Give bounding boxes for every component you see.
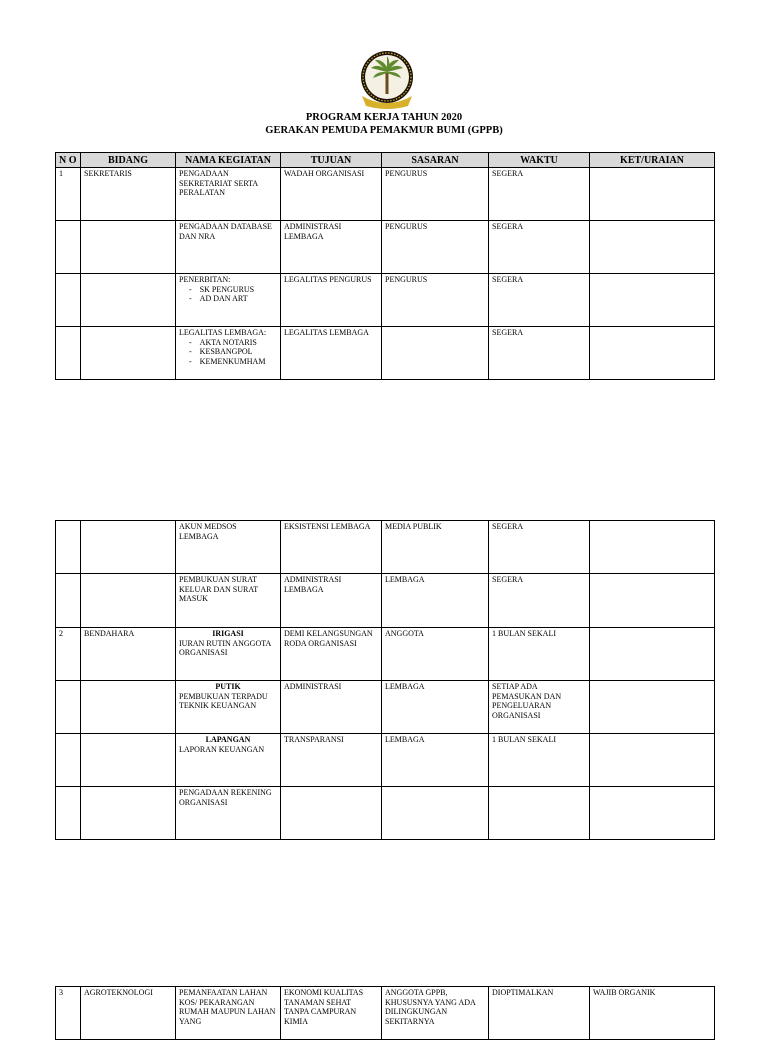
kegiatan-title: IRIGASI	[212, 629, 244, 638]
cell-waktu: 1 BULAN SEKALI	[489, 734, 590, 787]
kegiatan-title: PUTIK	[215, 682, 241, 691]
cell-waktu	[489, 787, 590, 840]
cell-bidang	[81, 327, 176, 380]
cell-kegiatan: PEMANFAATAN LAHAN KOS/ PEKARANGAN RUMAH MAUPUN LAHAN YANG	[176, 987, 281, 1040]
table-row	[56, 168, 715, 221]
table-row	[56, 681, 715, 734]
col-header-ket: KET/URAIAN	[590, 153, 715, 168]
cell-ket	[590, 274, 715, 327]
document-title: PROGRAM KERJA TAHUN 2020	[305, 112, 463, 123]
work-program-table-continued-2	[55, 986, 715, 1040]
cell-no	[56, 221, 81, 274]
list-item: - KESBANGPOL	[189, 347, 277, 357]
col-header-kegiatan: NAMA KEGIATAN	[176, 153, 281, 168]
cell-sasaran: ANGGOTA GPPB, KHUSUSNYA YANG ADA DILINGKUNGAN SEKITARNYA	[382, 987, 489, 1040]
cell-bidang	[81, 221, 176, 274]
kegiatan-intro: LEGALITAS LEMBAGA:	[179, 328, 267, 337]
cell-ket	[590, 168, 715, 221]
cell-ket: WAJIB ORGANIK	[590, 987, 715, 1040]
cell-kegiatan	[176, 327, 281, 380]
cell-sasaran: LEMBAGA	[382, 681, 489, 734]
cell-bidang: AGROTEKNOLOGI	[81, 987, 176, 1040]
cell-no	[56, 521, 81, 574]
col-header-bidang: BIDANG	[81, 153, 176, 168]
table-row	[56, 787, 715, 840]
cell-sasaran: LEMBAGA	[382, 574, 489, 628]
col-header-tujuan: TUJUAN	[281, 153, 382, 168]
cell-sasaran	[382, 787, 489, 840]
table-row	[56, 628, 715, 681]
cell-bidang	[81, 574, 176, 628]
cell-sasaran: PENGURUS	[382, 168, 489, 221]
cell-ket	[590, 628, 715, 681]
kegiatan-list	[179, 285, 277, 304]
cell-bidang	[81, 521, 176, 574]
cell-sasaran: MEDIA PUBLIK	[382, 521, 489, 574]
cell-tujuan: ADMINISTRASI LEMBAGA	[281, 574, 382, 628]
kegiatan-list	[179, 338, 277, 367]
cell-waktu: SEGERA	[489, 221, 590, 274]
list-item: - AD DAN ART	[189, 294, 277, 304]
cell-waktu: 1 BULAN SEKALI	[489, 628, 590, 681]
organization-name: GERAKAN PEMUDA PEMAKMUR BUMI (GPPB)	[265, 125, 503, 136]
col-header-no: N O	[56, 153, 81, 168]
cell-tujuan: EKSISTENSI LEMBAGA	[281, 521, 382, 574]
cell-bidang: SEKRETARIS	[81, 168, 176, 221]
work-program-table-continued	[55, 520, 715, 840]
cell-ket	[590, 574, 715, 628]
cell-no	[56, 787, 81, 840]
cell-tujuan: WADAH ORGANISASI	[281, 168, 382, 221]
cell-bidang	[81, 734, 176, 787]
cell-sasaran: PENGURUS	[382, 221, 489, 274]
cell-bidang: BENDAHARA	[81, 628, 176, 681]
cell-ket	[590, 787, 715, 840]
cell-bidang	[81, 681, 176, 734]
cell-no: 3	[56, 987, 81, 1040]
col-header-waktu: WAKTU	[489, 153, 590, 168]
cell-waktu: SEGERA	[489, 327, 590, 380]
cell-sasaran: ANGGOTA	[382, 628, 489, 681]
cell-no	[56, 734, 81, 787]
cell-no	[56, 327, 81, 380]
cell-tujuan	[281, 787, 382, 840]
cell-ket	[590, 734, 715, 787]
table-row	[56, 274, 715, 327]
cell-sasaran: LEMBAGA	[382, 734, 489, 787]
kegiatan-desc: IURAN RUTIN ANGGOTA ORGANISASI	[179, 638, 271, 657]
table-header-row	[56, 153, 715, 168]
cell-sasaran	[382, 327, 489, 380]
cell-waktu: DIOPTIMALKAN	[489, 987, 590, 1040]
kegiatan-intro: PENERBITAN:	[179, 275, 231, 284]
cell-kegiatan	[176, 628, 281, 681]
cell-no	[56, 681, 81, 734]
list-item: - KEMENKUMHAM	[189, 357, 277, 367]
cell-kegiatan: PEMBUKUAN SURAT KELUAR DAN SURAT MASUK	[176, 574, 281, 628]
list-item: - SK PENGURUS	[189, 285, 277, 295]
cell-kegiatan: PENGADAAN DATABASE DAN NRA	[176, 221, 281, 274]
cell-sasaran: PENGURUS	[382, 274, 489, 327]
table-row	[56, 327, 715, 380]
cell-no	[56, 574, 81, 628]
kegiatan-title: LAPANGAN	[205, 735, 251, 744]
cell-ket	[590, 221, 715, 274]
cell-bidang	[81, 274, 176, 327]
cell-no: 1	[56, 168, 81, 221]
cell-waktu: SEGERA	[489, 574, 590, 628]
col-header-sasaran: SASARAN	[382, 153, 489, 168]
cell-ket	[590, 521, 715, 574]
cell-no	[56, 274, 81, 327]
cell-no: 2	[56, 628, 81, 681]
cell-tujuan: TRANSPARANSI	[281, 734, 382, 787]
cell-kegiatan	[176, 734, 281, 787]
table-row	[56, 987, 715, 1040]
cell-tujuan: DEMI KELANGSUNGAN RODA ORGANISASI	[281, 628, 382, 681]
cell-bidang	[81, 787, 176, 840]
cell-tujuan: ADMINISTRASI LEMBAGA	[281, 221, 382, 274]
kegiatan-desc: PEMBUKUAN TERPADU TEKNIK KEUANGAN	[179, 691, 268, 710]
table-row	[56, 221, 715, 274]
cell-waktu: SETIAP ADA PEMASUKAN DAN PENGELUARAN ORGANISASI	[489, 681, 590, 734]
cell-kegiatan: PENGADAAN SEKRETARIAT SERTA PERALATAN	[176, 168, 281, 221]
kegiatan-desc: LAPORAN KEUANGAN	[179, 744, 265, 754]
gppb-logo-emblem	[354, 50, 420, 110]
cell-ket	[590, 327, 715, 380]
work-program-table	[55, 152, 715, 380]
cell-kegiatan: PENGADAAN REKENING ORGANISASI	[176, 787, 281, 840]
cell-tujuan: ADMINISTRASI	[281, 681, 382, 734]
list-item: - AKTA NOTARIS	[189, 338, 277, 348]
cell-tujuan: EKONOMI KUALITAS TANAMAN SEHAT TANPA CAMPURAN KIMIA	[281, 987, 382, 1040]
table-row	[56, 574, 715, 628]
cell-ket	[590, 681, 715, 734]
cell-kegiatan: AKUN MEDSOS LEMBAGA	[176, 521, 281, 574]
cell-tujuan: LEGALITAS PENGURUS	[281, 274, 382, 327]
cell-kegiatan	[176, 274, 281, 327]
table-row	[56, 521, 715, 574]
cell-kegiatan	[176, 681, 281, 734]
cell-waktu: SEGERA	[489, 521, 590, 574]
cell-waktu: SEGERA	[489, 274, 590, 327]
cell-tujuan: LEGALITAS LEMBAGA	[281, 327, 382, 380]
cell-waktu: SEGERA	[489, 168, 590, 221]
table-row	[56, 734, 715, 787]
